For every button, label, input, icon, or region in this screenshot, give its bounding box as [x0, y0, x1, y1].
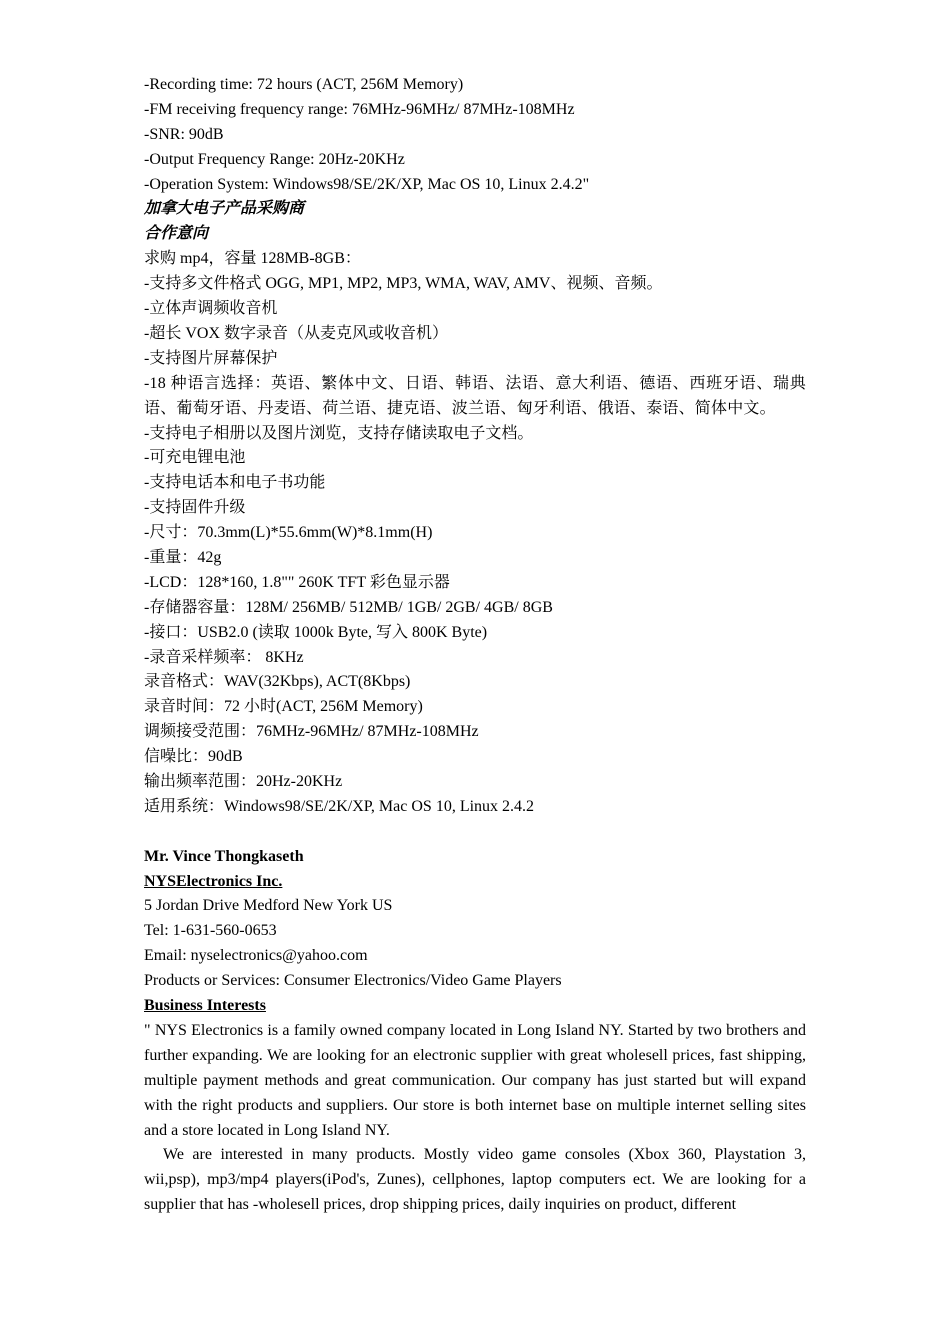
spec-line-cn: 录音时间：72 小时(ACT, 256M Memory) [144, 698, 423, 716]
document-page [144, 73, 806, 1218]
spec-line-cn: -支持电子相册以及图片浏览，支持存储读取电子文档。 [144, 424, 534, 442]
spec-line-cn: -支持固件升级 [144, 499, 246, 517]
spec-line-cn: -支持电话本和电子书功能 [144, 474, 326, 492]
contact-address: 5 Jordan Drive Medford New York US [144, 897, 393, 915]
spec-line-cn: -存储器容量：128M/ 256MB/ 512MB/ 1GB/ 2GB/ 4GB/ 8GB [144, 598, 553, 616]
spec-line-en: -SNR: 90dB [144, 125, 224, 143]
spec-line-cn: -可充电锂电池 [144, 449, 246, 467]
spec-line-cn: 输出频率范围：20Hz-20KHz [144, 772, 343, 790]
spec-line-cn: 信噪比：90dB [144, 748, 243, 766]
contact-company: NYSElectronics Inc. [144, 872, 283, 890]
spec-line-cn: -立体声调频收音机 [144, 300, 278, 318]
spec-line-cn: 调频接受范围：76MHz-96MHz/ 87MHz-108MHz [144, 723, 479, 741]
spec-line-cn: -重量：42g [144, 548, 222, 566]
spec-line-cn: -录音采样频率： 8KHz [144, 648, 304, 666]
spec-line-cn: -支持多文件格式 OGG, MP1, MP2, MP3, WMA, WAV, AMV、视频、音频。 [144, 275, 663, 293]
spec-line-en: -Operation System: Windows98/SE/2K/XP, Mac OS 10, Linux 2.4.2" [144, 175, 590, 193]
contact-name: Mr. Vince Thongkaseth [144, 847, 304, 865]
spec-line-en: -FM receiving frequency range: 76MHz-96MHz/ 87MHz-108MHz [144, 100, 575, 118]
spec-line-en: -Output Frequency Range: 20Hz-20KHz [144, 150, 405, 168]
contact-email: Email: nyselectronics@yahoo.com [144, 947, 368, 965]
contact-products: Products or Services: Consumer Electronics/Video Game Players [144, 972, 562, 990]
business-interests-heading: Business Interests [144, 996, 266, 1014]
intent-heading: 合作意向 [144, 225, 209, 243]
spec-line-cn: -LCD：128*160, 1.8"" 260K TFT 彩色显示器 [144, 573, 450, 591]
languages-line: -18 种语言选择：英语、繁体中文、日语、韩语、法语、意大利语、德语、西班牙语、瑞典语、葡萄牙语、丹麦语、荷兰语、捷克语、波兰语、匈牙利语、俄语、泰语、简体中文。 [144, 374, 806, 417]
contact-tel: Tel: 1-631-560-0653 [144, 922, 277, 940]
spec-line-cn: -尺寸：70.3mm(L)*55.6mm(W)*8.1mm(H) [144, 524, 433, 542]
spec-line-cn: -支持图片屏幕保护 [144, 349, 278, 367]
business-paragraph-2: We are interested in many products. Mostly video game consoles (Xbox 360, Playstation 3, wii,psp), mp3/mp4 players(iPod's, Zunes), cellphones, laptop computers ect. We are looking for a supplier that has -wholesell prices, drop shipping prices, daily inquiries on product, different [144, 1146, 806, 1214]
blank-line [144, 820, 806, 845]
spec-line-cn: 录音格式：WAV(32Kbps), ACT(8Kbps) [144, 673, 411, 691]
business-paragraph-1: " NYS Electronics is a family owned company located in Long Island NY. Started by two brothers and further expanding. We are looking for an electronic supplier with great wholesell prices, fast shipping, multiple payment methods and great communication. Our company has just started but will expand with the right products and suppliers. Our store is both internet base on multiple internet selling sites and a store located in Long Island NY. [144, 1021, 806, 1139]
spec-line-cn: 适用系统：Windows98/SE/2K/XP, Mac OS 10, Linux 2.4.2 [144, 797, 535, 815]
spec-line-cn: -超长 VOX 数字录音（从麦克风或收音机） [144, 324, 448, 342]
spec-line-en: -Recording time: 72 hours (ACT, 256M Memory) [144, 76, 464, 93]
buyer-heading: 加拿大电子产品采购商 [144, 200, 305, 218]
spec-line-cn: -接口：USB2.0 (读取 1000k Byte, 写入 800K Byte) [144, 623, 488, 641]
spec-line-cn: 求购 mp4，容量 128MB-8GB： [144, 250, 361, 268]
